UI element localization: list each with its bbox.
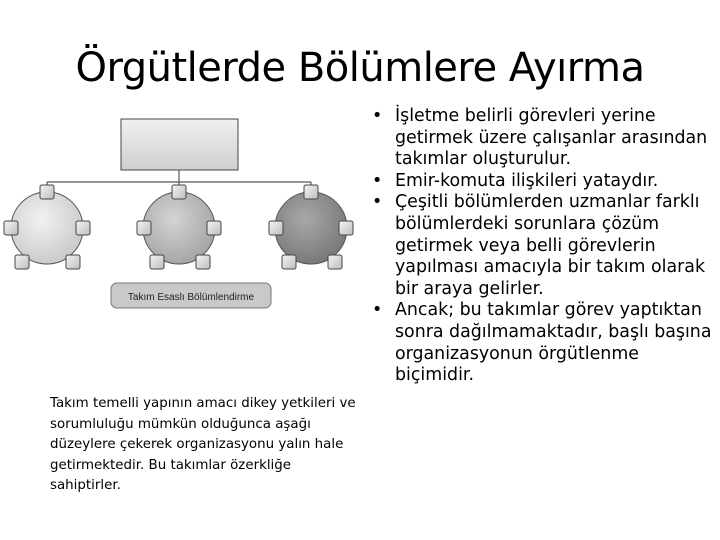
bullet-item: • Ancak; bu takımlar görev yaptıktan sonra dağılmamaktadır, başlı başına organizasyonun örgütlenme biçimidir. [368,300,718,386]
bullet-item: • Emir-komuta ilişkileri yataydır. [368,171,718,193]
member-node [196,255,210,269]
member-node [15,255,29,269]
team-circle-left [11,192,83,264]
member-node [137,221,151,235]
member-node [269,221,283,235]
member-node [207,221,221,235]
member-node [76,221,90,235]
diagram-caption: Takım temelli yapının amacı dikey yetkileri ve sorumluluğu mümkün olduğunca aşağı düzeylere çekerek organizasyonu yalın hale getirmektedir. Bu takımlar özerkliğe sahiptirler. [50,396,356,494]
team-structure-diagram [0,110,360,320]
member-node [4,221,18,235]
diagram-label: Takım Esaslı Bölümlendirme [127,292,255,303]
team-circle-middle [143,192,215,264]
member-node [66,255,80,269]
bullet-list [368,106,718,387]
member-node [328,255,342,269]
member-node [339,221,353,235]
top-manager-box [121,119,238,170]
bullet-item: • Çeşitli bölümlerden uzmanlar farklı bölümlerdeki sorunlara çözüm getirmek veya belli görevlerin yapılması amacıyla bir takım olarak bir araya gelirler. [368,192,718,300]
bullet-item: • İşletme belirli görevleri yerine getirmek üzere çalışanlar arasından takımlar oluşturulur. [368,106,718,171]
slide-title: Örgütlerde Bölümlere Ayırma [75,45,645,91]
team-circle-right [275,192,347,264]
member-node [172,185,186,199]
member-node [282,255,296,269]
member-node [40,185,54,199]
member-node [150,255,164,269]
member-node [304,185,318,199]
